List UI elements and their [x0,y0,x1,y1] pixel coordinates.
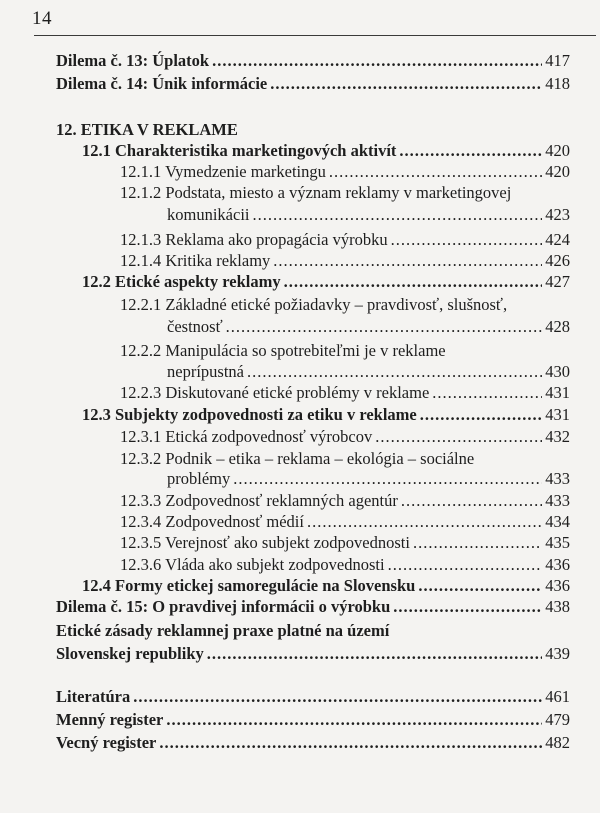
toc-entry-title-line2: neprípustná [167,362,244,381]
page-number: 14 [32,8,52,29]
toc-entry-12-2-1-cont[interactable] [0,314,600,340]
toc-entry-title: Dilema č. 14: Únik informácie [56,74,268,93]
toc-entry-page: 433 [545,469,570,488]
toc-entry-page: 433 [545,491,570,510]
toc-entry-page: 418 [545,74,570,93]
toc-entry-page: 439 [545,644,570,663]
toc-entry-page: 461 [545,687,570,706]
dot-leader [252,202,542,228]
toc-entry-page: 430 [545,362,570,381]
toc-entry-12-1-2-cont[interactable] [0,202,600,228]
toc-entry-page: 436 [545,576,570,595]
toc-entry-page: 431 [545,383,570,402]
toc-entry-title: 12.2.3 Diskutované etické problémy v reklame [120,383,430,402]
toc-entry-title-line1: 12.2.2 Manipulácia so spotrebiteľmi je v reklame [120,341,446,360]
toc-entry-title: 12.1 Charakteristika marketingových aktivít [82,141,397,160]
toc-entry-title-line1: 12.1.2 Podstata, miesto a význam reklamy v marketingovej [120,183,512,202]
toc-entry-dilema-14[interactable] [0,71,600,97]
toc-entry-page: 438 [545,597,570,616]
dot-leader [226,314,543,340]
toc-entry-title-line2: problémy [167,469,231,488]
toc-entry-title-line1: 12.2.1 Základné etické požiadavky – pravdivosť, slušnosť, [120,295,508,314]
dot-leader [207,641,542,667]
toc-entry-title: 12.3.1 Etická zodpovednosť výrobcov [120,427,373,446]
toc-entry-page: 479 [545,710,570,729]
toc-entry-title: Literatúra [56,687,131,706]
toc-entry-page: 423 [545,205,570,224]
toc-entry-page: 436 [545,555,570,574]
toc-entry-title-line2: komunikácii [167,205,250,224]
toc-entry-page: 420 [545,141,570,160]
toc-entry-page: 420 [545,162,570,181]
toc-entry-page: 426 [545,251,570,270]
toc-entry-title: Menný register [56,710,164,729]
toc-entry-title-line1: 12.3.2 Podnik – etika – reklama – ekológia – sociálne [120,449,475,468]
toc-entry-page: 434 [545,512,570,531]
toc-entry-eticke-zasady-cont[interactable] [0,641,600,667]
toc-entry-title: 12.2 Etické aspekty reklamy [82,272,281,291]
toc-entry-vecny-register[interactable] [0,730,600,756]
toc-entry-title: Vecný register [56,733,157,752]
dot-leader [393,594,542,620]
toc-entry-page: 424 [545,230,570,249]
toc-entry-dilema-15[interactable] [0,594,600,620]
toc-entry-title-line2: Slovenskej republiky [56,644,204,663]
toc-entry-page: 428 [545,317,570,336]
toc-entry-title: 12.1.4 Kritika reklamy [120,251,271,270]
toc-entry-title: Dilema č. 13: Úplatok [56,51,210,70]
toc-entry-page: 482 [545,733,570,752]
toc-entry-title: Dilema č. 15: O pravdivej informácii o výrobku [56,597,391,616]
toc-entry-page: 435 [545,533,570,552]
dot-leader [270,71,542,97]
toc-entry-page: 432 [545,427,570,446]
toc-entry-title: 12.3 Subjekty zodpovednosti za etiku v reklame [82,405,417,424]
dot-leader [159,730,542,756]
toc-entry-page: 427 [545,272,570,291]
toc-entry-title-line2: čestnosť [167,317,223,336]
toc-entry-title: 12.1.1 Vymedzenie marketingu [120,162,326,181]
toc-entry-title: 12.3.4 Zodpovednosť médií [120,512,304,531]
toc-entry-title: 12.4 Formy etickej samoregulácie na Slovensku [82,576,416,595]
toc-entry-page: 431 [545,405,570,424]
toc-entry-title: 12.3.3 Zodpovednosť reklamných agentúr [120,491,398,510]
chapter-title: 12. ETIKA V REKLAME [56,120,238,139]
toc-entry-title: 12.3.6 Vláda ako subjekt zodpovednosti [120,555,385,574]
toc-entry-title: 12.3.5 Verejnosť ako subjekt zodpovednosti [120,533,410,552]
toc-entry-title-line1: Etické zásady reklamnej praxe platné na území [56,621,390,640]
toc-entry-title: 12.1.3 Reklama ako propagácia výrobku [120,230,388,249]
toc-entry-page: 417 [545,51,570,70]
